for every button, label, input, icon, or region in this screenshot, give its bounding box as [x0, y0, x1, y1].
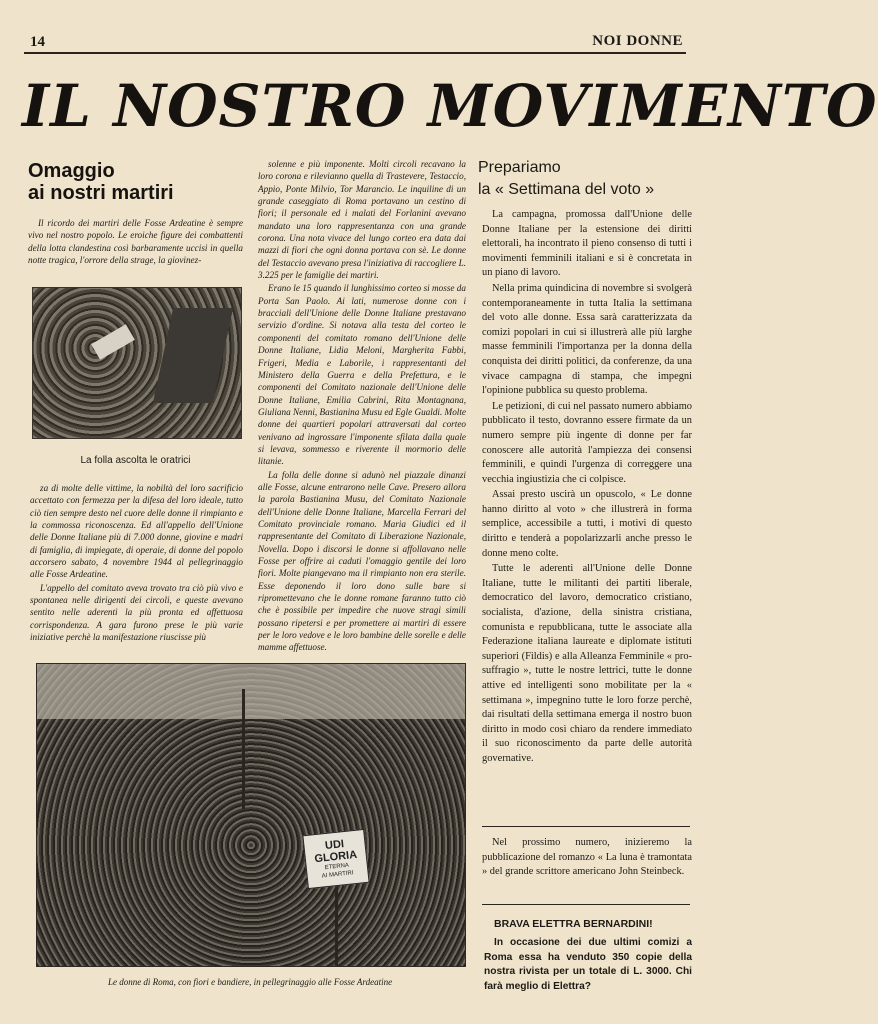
right-paragraph: Assai presto uscirà un opuscolo, « Le donne hanno diritto al voto » che illustrerà in forma semplice, accessibile a tutti, i motivi di questo diritto e tenderà a popolarizzarli anche presso le donne meno colte.: [482, 489, 692, 559]
right-paragraph: La campagna, promossa dall'Unione delle Donne Italiane per la estensione dei diritti elettorali, ha incontrato il pieno consenso di tutti i movimenti femminili italiani e si è concretata in un piano di lavoro.: [482, 209, 692, 279]
sign-line: UDI: [324, 838, 345, 853]
middle-paragraph: La folla delle donne si adunò nel piazzale dinanzi alle Fosse, alcune entrarono nelle Cave. Presero allora la parola Bastianina Musu, del Comitato Nazionale dell'Unione delle Donne Italiane, Marcella Ferrari del Comitato provinciale romano. Maria Giudici ed il rappresentante del Comitato di Liberazione Nazionale, Novella. Dopo i discorsi le donne si affollavano nelle Fosse per offrire ai caduti l'omaggio gentile dei loro fiori. Molte piangevano ma il rimpianto non era sterile. Esse deponendo il loro dono sulle bare si ripromettevano che le donne romane faranno tutto ciò che è possibile per impedire che nuove stragi simili possano ripetersi e per promettere ai martiri di essere per le loro vedove e le loro bambine delle sorelle e delle mamme affettuose.: [258, 469, 466, 653]
photo-banner: [91, 324, 135, 360]
crowd-photo: [32, 287, 242, 439]
sign-pole: [335, 879, 338, 966]
sign-line: GLORIA: [313, 848, 358, 866]
left-title-line1: Omaggio: [28, 160, 115, 182]
crowd-photo-caption: La folla ascolta le oratrici: [80, 455, 191, 466]
steinbeck-announcement: Nel prossimo numero, inizieremo la pubblicazione del romanzo « La luna è tramontata » del grande scrittore americano John Steinbeck.: [482, 837, 692, 878]
right-article-title-line1: Prepariamo: [478, 159, 561, 176]
header-rule: [24, 52, 686, 54]
middle-paragraph: solenne e più imponente. Molti circoli recavano la loro corona e rilevianno quella di Trastevere, Testaccio, Appio, Ponte Milvio, Tor Marancio. Le inquiline di un grande caseggiato di Roma portavano un cestino di fiori; il personale ed i malati del Forlanini avevano mandato una loro rappresentanza con una grande corona. Una nota vivace del lungo corteo era data dai mazzi di fiori che ogni donna portava con sè. Le donne del Testaccio avevano presa l'iniziativa di raccogliere L. 3.225 per le famiglie dei martiri.: [258, 159, 466, 281]
udi-sign: [302, 829, 369, 889]
announcement-rule-bottom: [482, 904, 690, 905]
pilgrimage-photo: [36, 663, 466, 967]
right-paragraph: Nella prima quindicina di novembre si svolgerà contemporaneamente in tutta Italia la settimana del voto alle donne. Essa sarà caratterizzata da comizi popolari in cui si illustrerà alle più larghe masse femminili l'importanza per la donna della conquista dei diritti politici, da conferenze, da una vivace campagna di stampa, che impegni l'opinione pubblica su questo problema.: [482, 282, 692, 397]
left-title-line2: ai nostri martiri: [28, 182, 174, 204]
middle-column: [258, 158, 466, 655]
flag-pole: [242, 689, 245, 809]
left-article-lead: Il ricordo dei martiri delle Fosse Ardeatine è sempre vivo nel nostro popolo. Le eroiche figure dei combattenti della lotta clandestina così barbaramente uccisi in quella notte tragica, l'orrore della strage, la giovinez-: [28, 218, 243, 266]
left-paragraph: L'appello del comitato aveva trovato tra ciò più vivo e spontanea nelle dirigenti dei circoli, e queste avevano sentito nelle aderenti la più pronta ed affettuosa corrispondenza. A gara furono prese le più varie iniziative perchè la manifestazione riuscisse più: [30, 582, 243, 643]
left-article-title: [28, 160, 248, 204]
photo-flag: [153, 308, 233, 403]
brava-body: In occasione dei due ultimi comizi a Roma essa ha venduto 350 copie della nostra rivista per un totale di L. 3000. Chi farà meglio di Elettra?: [484, 937, 692, 992]
photo-sky: [37, 664, 465, 719]
middle-paragraph: Erano le 15 quando il lunghissimo corteo si mosse da Porta San Paolo. Ai lati, numerose donne con i bracciali dell'Unione delle Donne Italiane prestavano servizio d'ordine. Si notava alla testa del corteo le componenti del comitato romano dell'Unione delle Donne Italiane, Lidia Meloni, Margherita Fabbi, Frigeri, Media e Laborile, i rappresentanti del Ministero della Guerra e della Prefettura, e le componenti del Comitato nazionale dell'Unione delle Donne Italiane, Emilia Cabrini, Rita Montagnana, Giuliana Nenni, Bastianina Musu ed Egle Gualdi. Molte donne dei quartieri popolari attraversati dal corteo venivano ad ingrossare l'imponente sfilata dalla quale si levava, sommesso e riverente il mormorio delle litanie.: [258, 283, 466, 467]
sign-line: AI MARTIRI: [321, 870, 354, 880]
right-article-body: [482, 208, 692, 768]
pilgrimage-photo-caption: Le donne di Roma, con fiori e bandiere, in pellegrinaggio alle Fosse Ardeatine: [107, 977, 393, 987]
right-article-title-line2: la « Settimana del voto »: [478, 181, 655, 198]
announcement-rule-top: [482, 826, 690, 827]
magazine-name: NOI DONNE: [592, 33, 683, 49]
page-number: 14: [30, 34, 45, 50]
sign-line: ETERNA: [324, 862, 350, 872]
right-paragraph: Tutte le aderenti all'Unione delle Donne Italiane, tutte le militanti dei partiti liberale, democratico del lavoro, democratico cristiano, socialista, d'azione, della sinistra cristiana, comunista e repubblicana, tutte le associate alla Federazione italiana laureate e diplomate istituti superiori (Fildis) e alla Alleanza Femminile « pro-suffragio », tutte le nostre lettrici, tutte le donne attive ed intelligenti sono mobilitate per la « settimana », impegnino tutte le loro forze perchè, dai risultati della settimana emerga il nostro buon diritto in modo così chiaro da rendere immediato il suo riconoscimento da parte delle autorità governative.: [482, 563, 692, 764]
brava-title: BRAVA ELETTRA BERNARDINI!: [494, 918, 653, 930]
left-paragraph: za di molte delle vittime, la nobiltà del loro sacrificio accettato con fermezza per la difesa del loro ideale, tutto ciò tien sempre desto nel cuore delle donne il rimpianto e la commossa riconoscenza. Ed all'appello dell'Unione delle Donne Italiane più di 7.000 donne, giovine e madri di famiglia, di impiegate, di operaie, di donne del popolo accorsero sabato, 4 novembre 1944 al pellegrinaggio alle Fosse Ardeatine.: [30, 483, 243, 580]
right-paragraph: Le petizioni, di cui nel passato numero abbiamo pubblicato il testo, dovranno essere firmate da un numero sempre più ingente di donne per far conoscere alle autorità l'ampiezza dei consensi femminili, e quindi l'urgenza di correggere una vecchia ingiustizia che ci colpisce.: [482, 400, 692, 485]
page-headline: IL NOSTRO MOVIMENTO: [22, 72, 878, 140]
left-article-continuation: [30, 482, 243, 644]
